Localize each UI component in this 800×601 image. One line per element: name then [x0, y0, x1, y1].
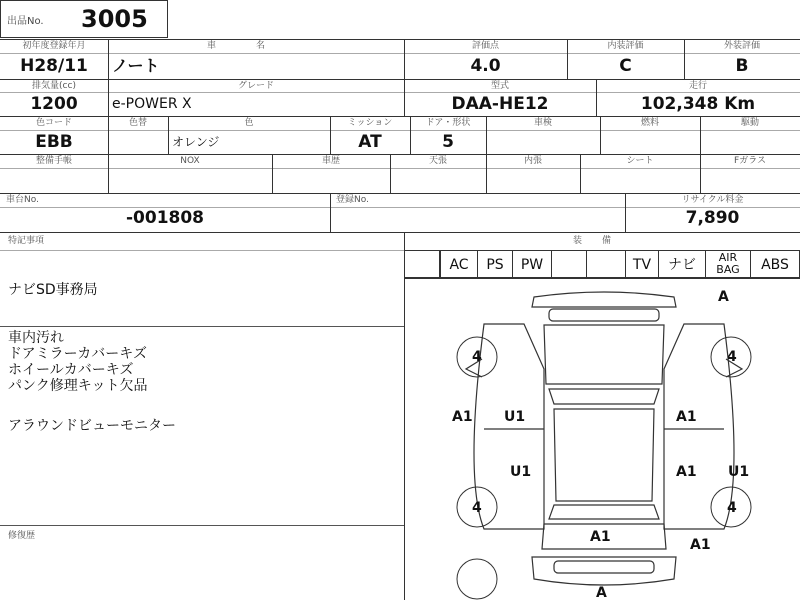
history-label: 車歴: [321, 156, 340, 166]
mark-right-rear-u: U1: [728, 464, 750, 480]
note-line-4: パンク修理キット欠品: [8, 378, 148, 394]
nav-note: ナビSD事務局: [8, 282, 98, 298]
equip-nav: ナビ: [658, 250, 706, 278]
grade-label: グレード: [237, 81, 274, 91]
displacement-value: 1200: [30, 94, 78, 114]
color-code-value: EBB: [35, 132, 73, 152]
mark-wheel-rl: 4: [472, 500, 482, 516]
reg-date-label: 初年度登録年月: [22, 41, 86, 51]
chassis-label: 車台No.: [6, 195, 39, 205]
doors-label: ドア・形状: [425, 118, 471, 128]
maintenance-book-label: 整備手帳: [35, 156, 72, 166]
note-extra: アラウンドビューモニター: [8, 418, 176, 434]
model-value: DAA-HE12: [451, 94, 549, 114]
ceiling-label: 天張: [428, 156, 447, 166]
car-name-value: ノート: [112, 56, 160, 75]
mileage-label: 走行: [688, 81, 707, 91]
mark-wheel-fl: 4: [472, 349, 482, 365]
drive-label: 駆動: [740, 118, 759, 128]
mark-right-rear-door: A1: [676, 464, 697, 480]
windshield-label: Fガラス: [734, 156, 766, 166]
notes-title: 特記事項: [8, 236, 45, 246]
mark-rear-bumper: A1: [590, 529, 611, 545]
model-label: 型式: [490, 81, 509, 91]
equip-airbag: AIR BAG: [705, 250, 751, 278]
mark-left-front-u: U1: [504, 409, 526, 425]
score-label: 評価点: [471, 41, 499, 51]
color-code-label: 色コード: [35, 118, 72, 128]
equip-tv: TV: [625, 250, 659, 278]
color-value: オレンジ: [172, 135, 220, 149]
inner-panel-label: 内張: [523, 156, 542, 166]
exterior-label: 外装評価: [723, 41, 760, 51]
reg-date-value: H28/11: [20, 56, 88, 76]
equip-ac: AC: [440, 250, 478, 278]
equipment-title: 装備: [572, 236, 631, 246]
exterior-value: B: [735, 56, 749, 76]
interior-value: C: [619, 56, 632, 76]
reg-number-label: 登録No.: [336, 195, 369, 205]
chassis-value: -001808: [125, 208, 205, 228]
note-line-3: ホイールカバーキズ: [8, 362, 134, 378]
mark-right-front-door: A1: [676, 409, 697, 425]
nox-label: NOX: [180, 156, 200, 166]
mark-rear-corner: A1: [690, 537, 711, 553]
mark-wheel-fr: 4: [727, 349, 737, 365]
car-diagram: [404, 279, 800, 600]
equip-ps: PS: [477, 250, 513, 278]
car-name-label: 車名: [206, 41, 305, 51]
equip-slot-0: [404, 250, 440, 278]
mark-bottom: A: [596, 585, 607, 601]
recycle-value: 7,890: [685, 208, 740, 228]
mark-left-front-door: A1: [452, 409, 473, 425]
grade-value: e-POWER X: [112, 96, 192, 112]
lot-number: 3005: [81, 5, 148, 33]
seat-label: シート: [626, 156, 654, 166]
mileage-value: 102,348 Km: [640, 94, 756, 114]
lot-label: 出品No.: [7, 16, 44, 27]
mission-value: AT: [358, 132, 382, 152]
mission-label: ミッション: [347, 118, 393, 128]
repair-history-title: 修復歴: [8, 531, 36, 541]
interior-label: 内装評価: [607, 41, 644, 51]
mark-left-rear-u: U1: [510, 464, 532, 480]
recycle-label: リサイクル料金: [681, 195, 744, 205]
mark-roof-top: A: [718, 289, 729, 305]
equip-pw: PW: [512, 250, 552, 278]
displacement-label: 排気量(cc): [32, 81, 76, 91]
inspection-label: 車検: [533, 118, 552, 128]
color-change-label: 色替: [128, 118, 147, 128]
fuel-label: 燃料: [640, 118, 659, 128]
color-label: 色: [244, 118, 254, 128]
equip-slot-5: [586, 250, 626, 278]
equip-abs: ABS: [750, 250, 800, 278]
note-line-2: ドアミラーカバーキズ: [8, 346, 148, 362]
doors-value: 5: [442, 132, 454, 152]
lot-number-box: [0, 0, 168, 38]
score-value: 4.0: [470, 56, 501, 76]
mark-wheel-rr: 4: [727, 500, 737, 516]
note-line-1: 車内汚れ: [8, 330, 64, 346]
equip-slot-4: [551, 250, 587, 278]
